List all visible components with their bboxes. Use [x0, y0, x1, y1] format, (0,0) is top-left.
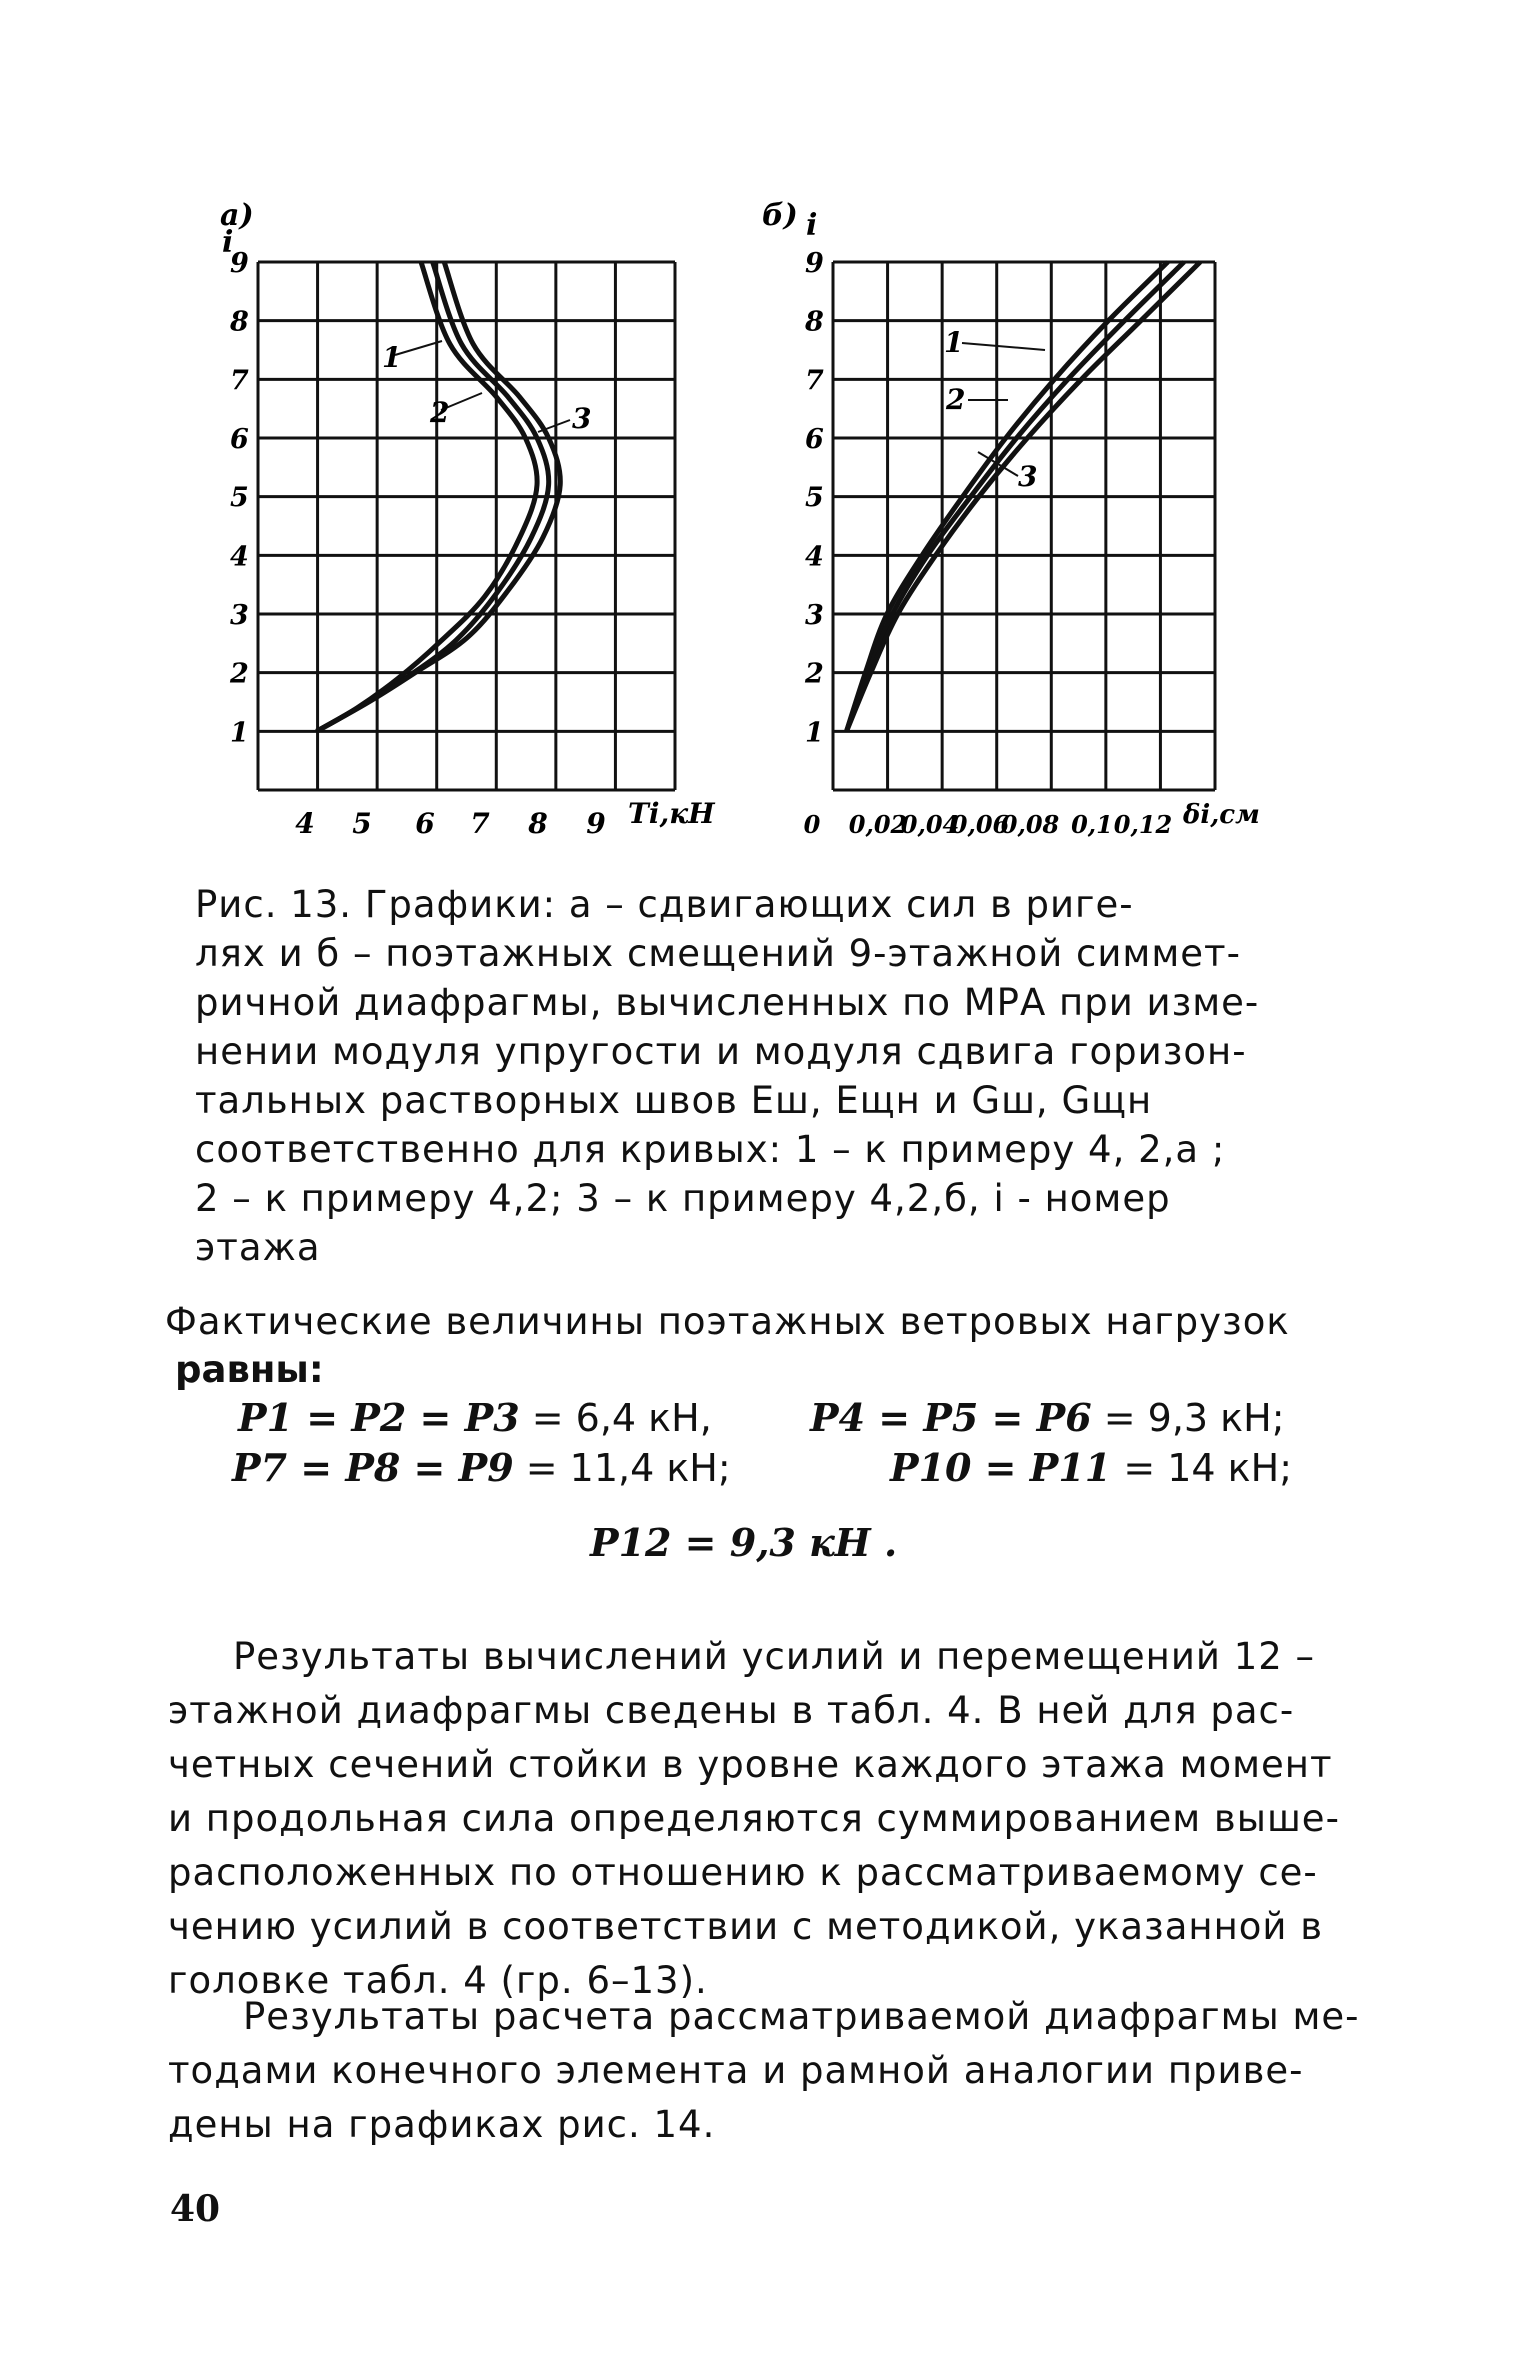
- load-equation-1: [238, 1395, 712, 1440]
- y-tick-label: 8: [230, 306, 249, 338]
- caption-line: тальных растворных швов Еш, Ещн и Gш, Gщн: [195, 1079, 1153, 1122]
- chart-b-curve-label-3: 3: [1018, 460, 1038, 493]
- chart-b-panel-label: б): [762, 198, 798, 233]
- paragraph-results: [168, 1630, 1348, 2008]
- paragraph-line: этажной диафрагмы сведены в табл. 4. В ней для рас-: [168, 1689, 1295, 1732]
- equation-rhs: = 9,3 кН;: [1103, 1396, 1285, 1440]
- equation-rhs: = 11,4 кН;: [525, 1446, 731, 1490]
- caption-line: нении модуля упругости и модуля сдвига горизон-: [195, 1030, 1247, 1073]
- equation-text: P12 = 9,3 кН .: [590, 1520, 898, 1565]
- chart-a-x-axis-label: Ti,кН: [628, 797, 715, 830]
- load-equation-4: [890, 1445, 1292, 1490]
- loads-intro-end: равны:: [175, 1348, 324, 1391]
- chart-b-curve-label-2: 2: [946, 383, 966, 416]
- x-tick-label: 0,02: [848, 810, 908, 839]
- chart-a-y-ticks: [229, 248, 249, 748]
- paragraph-line: четных сечений стойки в уровне каждого этажа момент: [168, 1743, 1333, 1786]
- equation-lhs: P10 = P11: [890, 1445, 1112, 1490]
- y-tick-label: 8: [805, 306, 824, 338]
- load-equation-3: [232, 1445, 731, 1490]
- x-tick-label: 8: [528, 807, 548, 840]
- chart-a-panel-label: а): [220, 198, 254, 233]
- paragraph-line: тодами конечного элемента и рамной аналогии приве-: [168, 2049, 1304, 2092]
- y-tick-label: 1: [805, 717, 824, 749]
- x-tick-label: 0,12: [1113, 810, 1173, 839]
- chart-b: [762, 198, 1260, 839]
- equation-lhs: P4 = P5 = P6: [810, 1395, 1092, 1440]
- y-tick-label: 5: [230, 482, 249, 514]
- y-tick-label: 9: [230, 248, 249, 279]
- equation-rhs: = 6,4 кН,: [531, 1396, 712, 1440]
- x-tick-label: 0: [803, 810, 821, 839]
- x-tick-label: 5: [352, 807, 372, 840]
- chart-b-x-ticks: [804, 810, 1173, 839]
- y-tick-label: 4: [805, 541, 824, 573]
- chart-b-grid: [833, 262, 1215, 790]
- chart-a-curve-label-2: 2: [430, 396, 450, 429]
- y-tick-label: 2: [805, 658, 824, 690]
- chart-a-x-ticks: [295, 807, 605, 840]
- paragraph-line: расположенных по отношению к рассматриваемому се-: [168, 1851, 1318, 1894]
- y-tick-label: 7: [230, 365, 249, 397]
- load-equation-2: [810, 1395, 1285, 1440]
- equation-lhs: P7 = P8 = P9: [232, 1445, 514, 1490]
- y-tick-label: 1: [230, 717, 249, 749]
- y-tick-label: 3: [230, 600, 249, 631]
- y-tick-label: 6: [805, 424, 824, 455]
- page-number: 40: [170, 2188, 221, 2230]
- y-tick-label: 2: [230, 658, 249, 690]
- chart-b-curve-label-1: 1: [944, 326, 964, 359]
- figure-13: [0, 0, 1535, 860]
- figure-caption: [195, 880, 1295, 1272]
- caption-line: Рис. 13. Графики: а – сдвигающих сил в риге-: [195, 883, 1134, 926]
- y-tick-label: 6: [230, 424, 249, 455]
- paragraph-line: и продольная сила определяются суммированием выше-: [168, 1797, 1340, 1840]
- x-tick-label: 0,1: [1071, 810, 1113, 839]
- caption-line: лях и б – поэтажных смещений 9-этажной симмет-: [195, 932, 1241, 975]
- y-tick-label: 3: [805, 600, 824, 631]
- curve-label-leader: [962, 343, 1045, 350]
- x-tick-label: 7: [470, 807, 490, 840]
- chart-a-y-axis-label: i: [222, 225, 234, 260]
- y-tick-label: 5: [805, 482, 824, 514]
- x-tick-label: 4: [295, 807, 315, 840]
- paragraph-line: чению усилий в соответствии с методикой, указанной в: [168, 1905, 1324, 1948]
- y-tick-label: 4: [230, 541, 249, 573]
- x-tick-label: 9: [586, 807, 606, 840]
- chart-b-y-axis-label: i: [806, 208, 818, 243]
- paragraph-line: дены на графиках рис. 14.: [168, 2103, 716, 2146]
- y-tick-label: 7: [805, 365, 824, 397]
- y-tick-label: 9: [805, 248, 824, 279]
- chart-a-grid: [258, 262, 675, 790]
- caption-line: этажа: [195, 1226, 321, 1269]
- x-tick-label: 0,06: [950, 810, 1010, 839]
- chart-a: [220, 198, 716, 840]
- paragraph-line: Результаты расчета рассматриваемой диафрагмы ме-: [243, 1995, 1360, 2038]
- caption-line: ричной диафрагмы, вычисленных по МРА при изме-: [195, 981, 1260, 1024]
- loads-intro: Фактические величины поэтажных ветровых нагрузок: [165, 1300, 1290, 1343]
- x-tick-label: 0,04: [900, 810, 960, 839]
- curve-label-leader: [395, 341, 442, 355]
- caption-line: 2 – к примеру 4,2; 3 – к примеру 4,2,б, i - номер: [195, 1177, 1171, 1220]
- chart-b-y-ticks: [804, 248, 824, 748]
- x-tick-label: 0,08: [1000, 810, 1060, 839]
- equation-rhs: = 14 кН;: [1123, 1446, 1292, 1490]
- chart-b-x-axis-label: δi,см: [1183, 800, 1260, 830]
- chart-a-curve-label-3: 3: [572, 402, 592, 435]
- equation-lhs: P1 = P2 = P3: [238, 1395, 520, 1440]
- chart-a-curve-label-1: 1: [382, 341, 402, 374]
- load-equation-5: [590, 1520, 897, 1565]
- paragraph-line: головке табл. 4 (гр. 6–13).: [168, 1959, 708, 2002]
- x-tick-label: 6: [415, 807, 435, 840]
- paragraph-line: Результаты вычислений усилий и перемещений 12 –: [233, 1635, 1316, 1678]
- caption-line: соответственно для кривых: 1 – к примеру 4, 2,а ;: [195, 1128, 1226, 1171]
- paragraph-analysis: [168, 1990, 1360, 2152]
